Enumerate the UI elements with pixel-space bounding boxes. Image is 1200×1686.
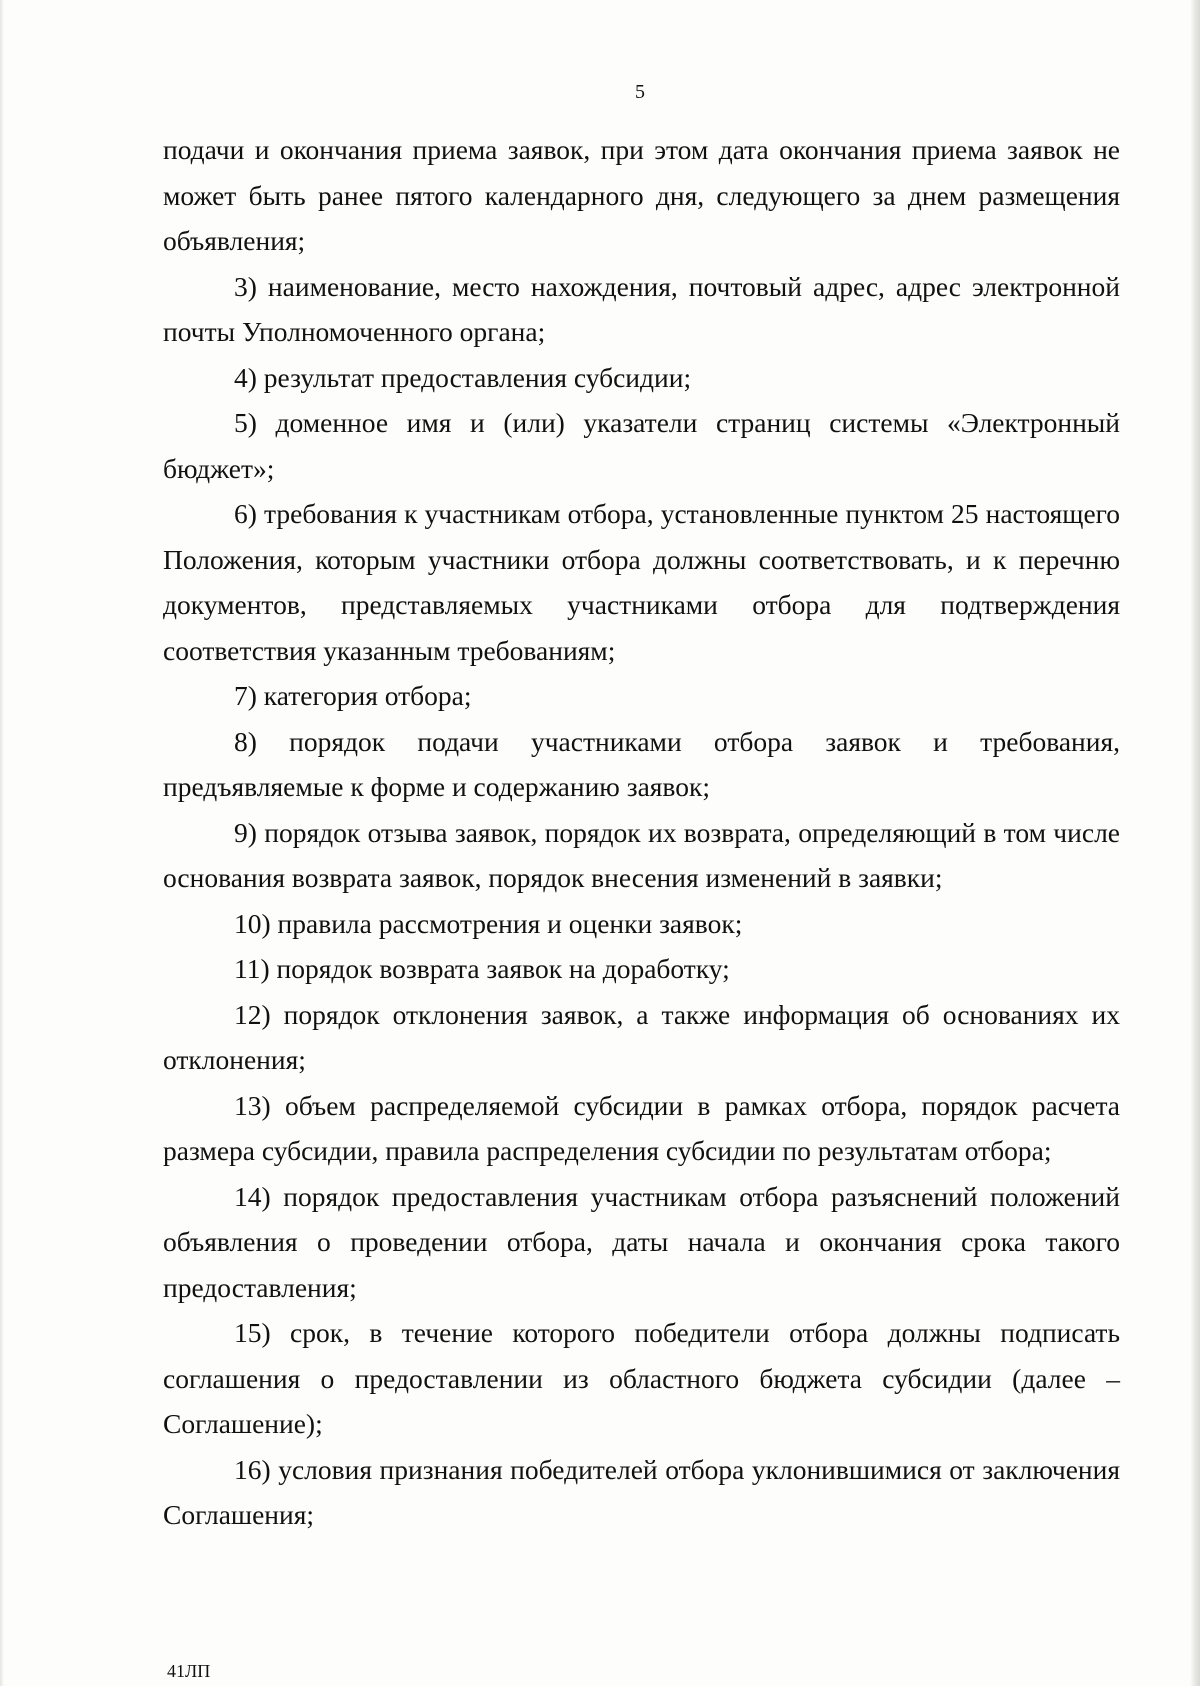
list-item-12: 12) порядок отклонения заявок, а также информация об основаниях их отклонения; bbox=[163, 998, 1120, 1075]
list-item-13: 13) объем распределяемой субсидии в рамках отбора, порядок расчета размера субсидии, правила распределения субсидии по результатам отбора; bbox=[163, 1089, 1120, 1166]
list-item-6: 6) требования к участникам отбора, установленные пунктом 25 настоящего Положения, которым участники отбора должны соответствовать, и к перечню документов, представляемых участниками отбора для подтверждения соответствия указанным требованиям; bbox=[163, 498, 1120, 666]
list-item-11: 11) порядок возврата заявок на доработку; bbox=[234, 953, 730, 984]
list-item-8: 8) порядок подачи участниками отбора заявок и требования, предъявляемые к форме и содержанию заявок; bbox=[163, 725, 1120, 802]
list-item-9: 9) порядок отзыва заявок, порядок их возврата, определяющий в том числе основания возврата заявок, порядок внесения изменений в заявки; bbox=[163, 816, 1120, 893]
list-item-16: 16) условия признания победителей отбора уклонившимися от заключения Соглашения; bbox=[163, 1453, 1120, 1530]
list-item-4: 4) результат предоставления субсидии; bbox=[234, 361, 692, 393]
document-body bbox=[163, 127, 1120, 1538]
list-item-10: 10) правила рассмотрения и оценки заявок; bbox=[234, 907, 743, 939]
scan-edge-left bbox=[0, 0, 4, 1686]
list-item-5: 5) доменное имя и (или) указатели страниц системы «Электронный бюджет»; bbox=[163, 407, 1120, 484]
page-number: 5 bbox=[635, 81, 645, 103]
list-item-14: 14) порядок предоставления участникам отбора разъяснений положений объявления о проведении отбора, даты начала и окончания срока такого предоставления; bbox=[163, 1180, 1120, 1303]
footer-document-code: 41ЛП bbox=[167, 1661, 211, 1681]
list-item-15: 15) срок, в течение которого победители отбора должны подписать соглашения о предоставлении из областного бюджета субсидии (далее – Соглашение); bbox=[163, 1317, 1120, 1439]
list-item-3: 3) наименование, место нахождения, почтовый адрес, адрес электронной почты Уполномоченного органа; bbox=[163, 270, 1120, 347]
scan-edge-right bbox=[1190, 0, 1200, 1686]
paragraph-continuation: подачи и окончания приема заявок, при этом дата окончания приема заявок не может быть ранее пятого календарного дня, следующего за днем размещения объявления; bbox=[163, 134, 1120, 256]
list-item-7: 7) категория отбора; bbox=[234, 680, 472, 711]
